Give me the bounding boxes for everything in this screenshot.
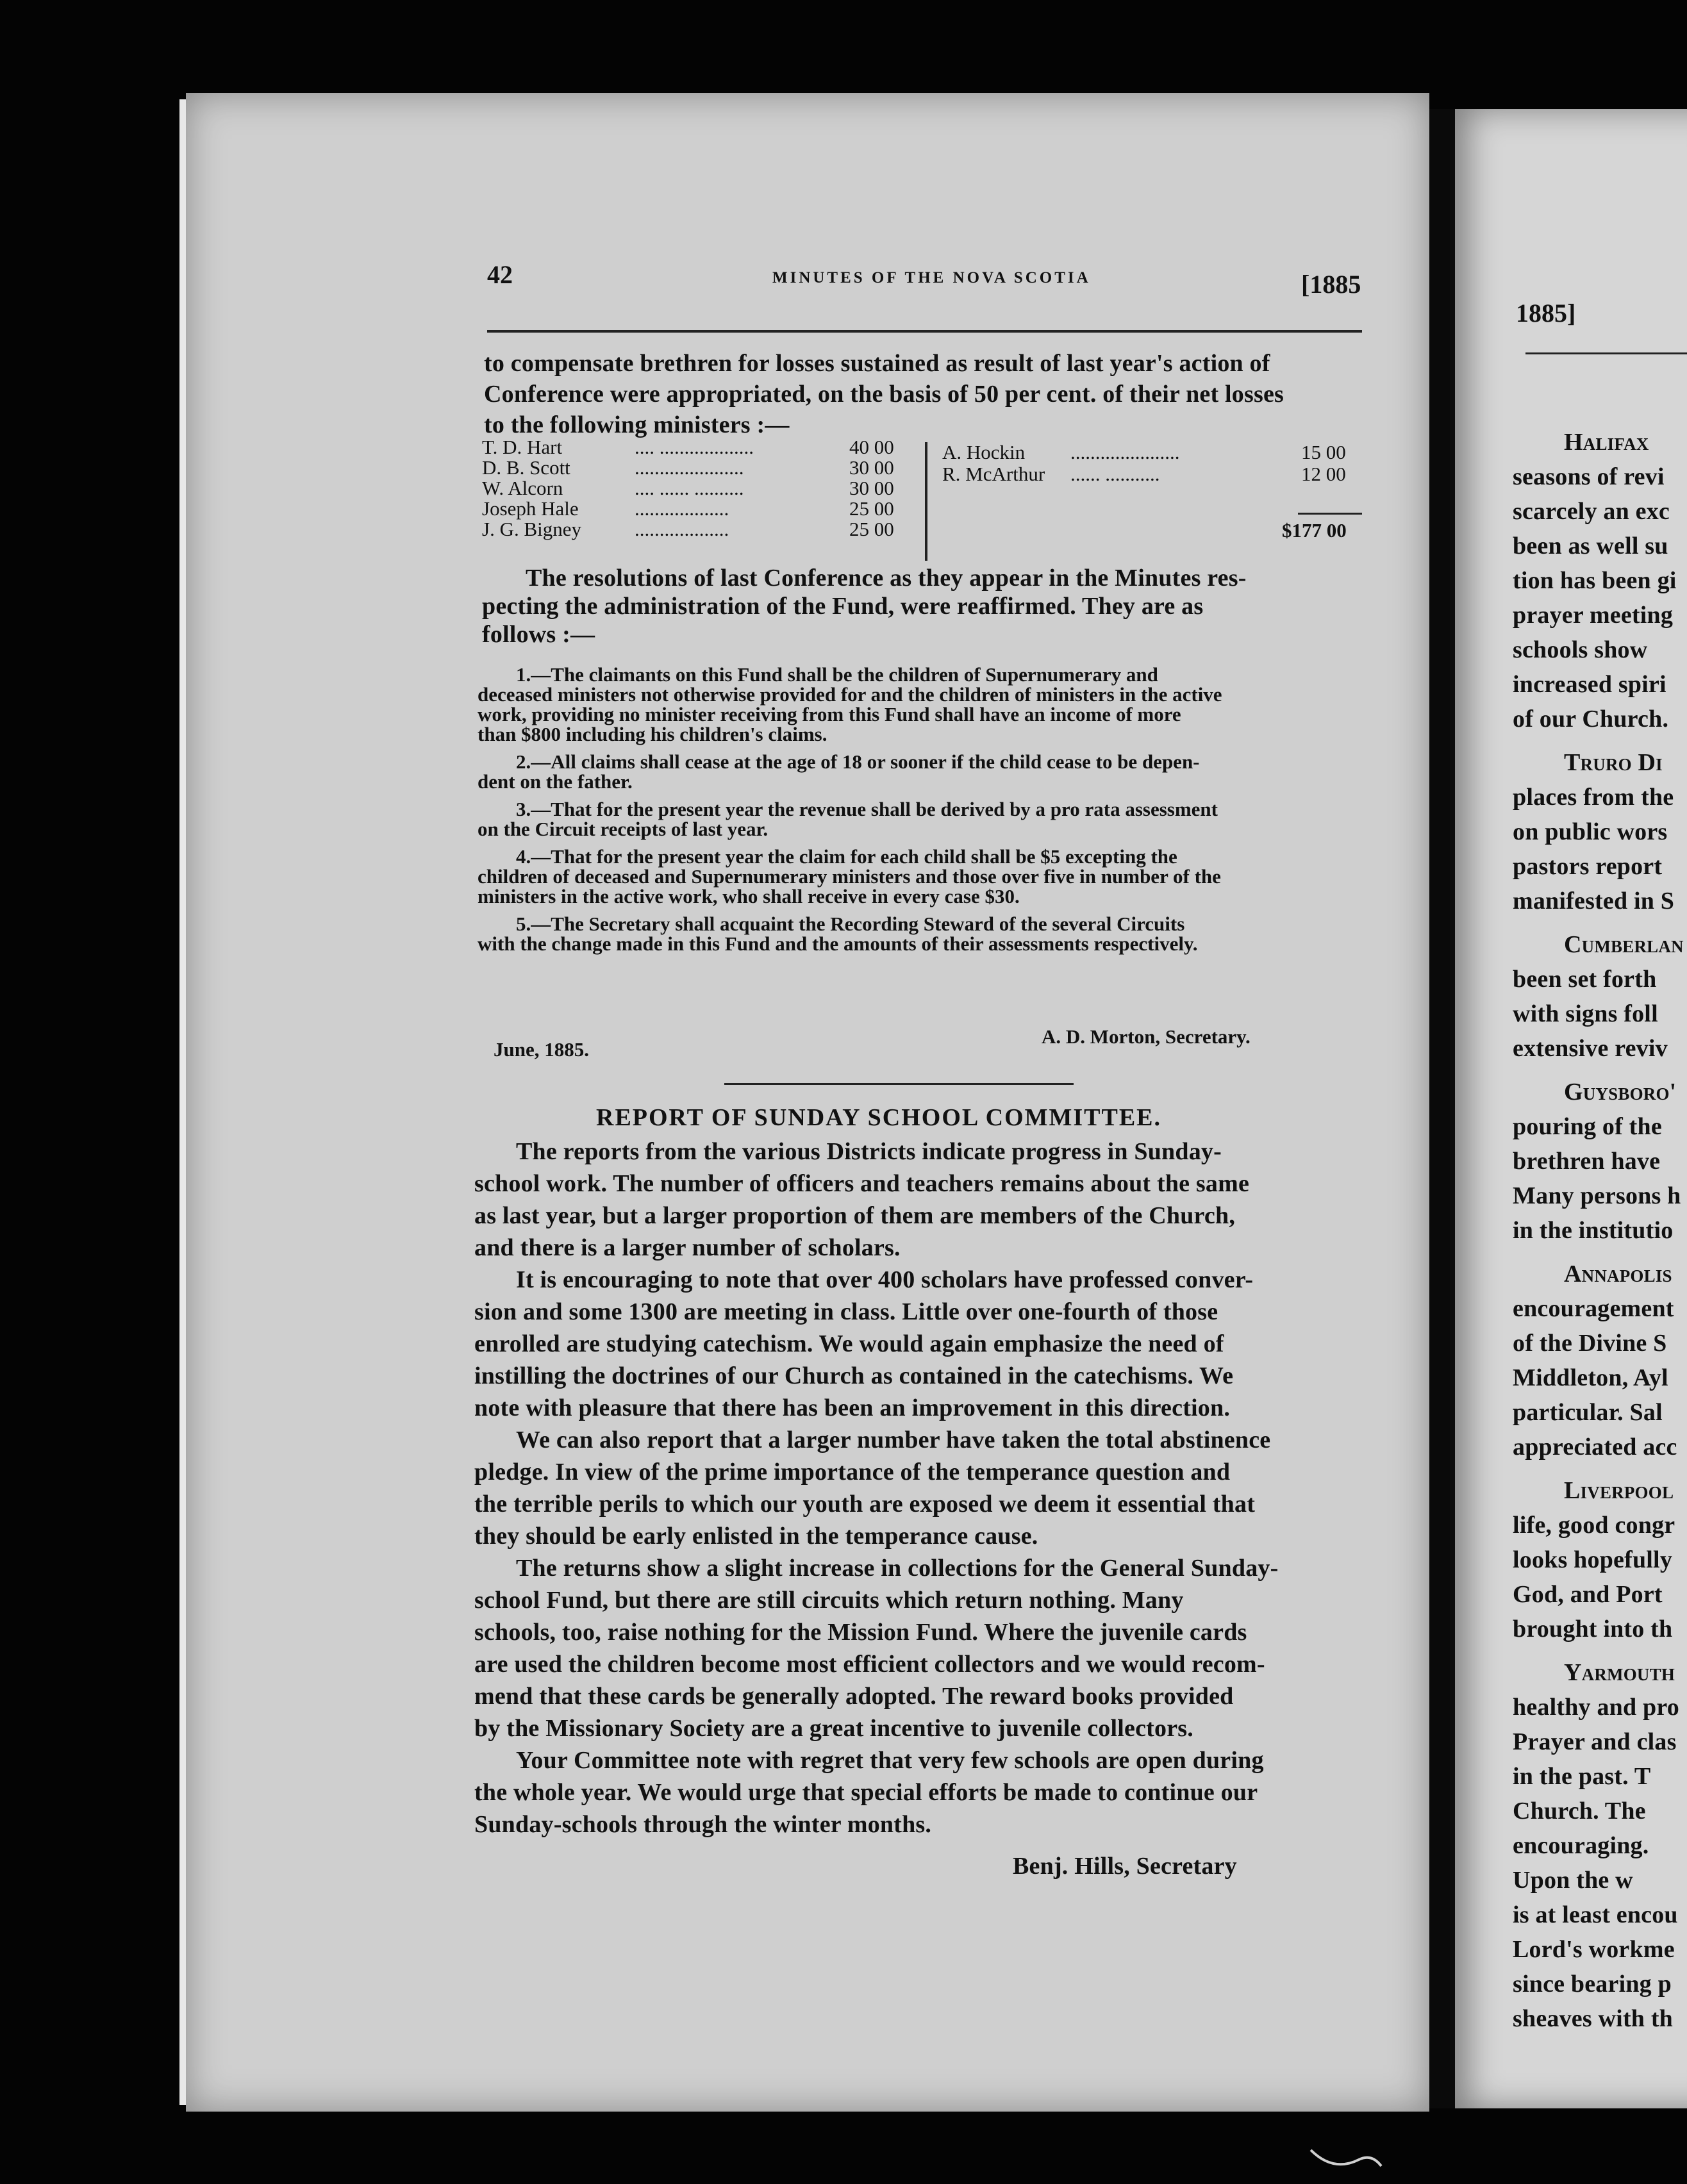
right-page-line: brethren have [1513,1148,1661,1175]
minister-leader: .... ................... [635,436,754,458]
right-page-line: in the past. T [1513,1763,1651,1790]
minister-amount: 25 00 [849,497,894,520]
right-page-line: Middleton, Ayl [1513,1364,1668,1391]
right-page-line: encouragement [1513,1295,1674,1322]
district-heading: Annapolis [1564,1261,1672,1287]
district-heading: Halifax [1564,429,1649,456]
report-heading: REPORT OF SUNDAY SCHOOL COMMITTEE. [596,1104,1162,1131]
right-page-line: Prayer and clas [1513,1728,1677,1755]
minister-amount: 25 00 [849,518,894,540]
resolutions-intro-line: The resolutions of last Conference as they appear in the Minutes res- [526,565,1247,592]
section-separator [724,1083,1074,1085]
report-line: are used the children become most efficient collectors and we would recom- [474,1651,1265,1678]
right-page-line: pastors report [1513,853,1663,880]
minister-amount: 40 00 [849,436,894,458]
report-line: they should be early enlisted in the temperance cause. [474,1523,1038,1550]
minister-name: T. D. Hart [482,436,563,458]
resolutions-intro-line: pecting the administration of the Fund, were reaffirmed. They are as [482,593,1204,620]
minister-name: A. Hockin [942,441,1026,463]
right-page-line: Upon the w [1513,1867,1633,1894]
right-page-line: with signs foll [1513,1000,1658,1027]
district-heading: Truro Di [1564,749,1663,776]
minister-leader: ................... [635,518,729,540]
right-page-line: tion has been gi [1513,567,1677,594]
report-line: as last year, but a larger proportion of them are members of the Church, [474,1202,1236,1229]
resolution-line: 2.—All claims shall cease at the age of 18 or sooner if the child cease to be depen- [516,750,1200,773]
right-page-line: on public wors [1513,818,1668,845]
minister-name: J. G. Bigney [482,518,581,540]
right-page-line: appreciated acc [1513,1434,1677,1460]
page-number: 42 [487,260,513,289]
right-page-line: increased spiri [1513,671,1666,698]
right-page-line: pouring of the [1513,1113,1662,1140]
report-line: We can also report that a larger number have taken the total abstinence [516,1427,1271,1453]
header-year: [1885 [1301,270,1361,299]
right-page-line: been as well su [1513,533,1668,559]
report-line: note with pleasure that there has been an improvement in this direction. [474,1394,1231,1421]
report-line: the whole year. We would urge that special efforts be made to continue our [474,1779,1258,1806]
right-page-line: seasons of revi [1513,463,1665,490]
header-rule [487,330,1362,333]
resolution-line: 4.—That for the present year the claim for each child shall be $5 excepting the [516,845,1177,868]
right-page-line: looks hopefully [1513,1546,1673,1573]
right-page-line: brought into th [1513,1616,1673,1642]
resolution-line: dent on the father. [478,770,633,793]
report-line: It is encouraging to note that over 400 scholars have professed conver- [516,1266,1254,1293]
scan-artifact-mark [1308,2144,1384,2176]
district-heading: Cumberlan [1564,931,1684,958]
right-page-line: is at least encou [1513,1901,1678,1928]
minister-name: D. B. Scott [482,456,570,479]
right-page-line: extensive reviv [1513,1035,1668,1062]
right-page-line: sheaves with th [1513,2005,1674,2032]
right-page-line: Lord's workme [1513,1936,1675,1963]
right-page-line: scarcely an exc [1513,498,1670,525]
report-line: The reports from the various Districts indicate progress in Sunday- [516,1138,1222,1165]
report-line: schools, too, raise nothing for the Mission Fund. Where the juvenile cards [474,1619,1247,1646]
right-header-year: 1885] [1516,299,1576,327]
right-page-line: since bearing p [1513,1971,1672,1998]
right-header-rule [1525,352,1687,354]
resolution-line: children of deceased and Supernumerary ministers and those over five in number of the [478,865,1221,888]
right-page-line: life, good congr [1513,1512,1675,1539]
total-rule [1298,513,1362,515]
book-gutter [1429,109,1455,2108]
report-line: The returns show a slight increase in collections for the General Sunday- [516,1555,1279,1582]
right-page-line: Church. The [1513,1798,1646,1824]
district-heading: Yarmouth [1564,1659,1675,1686]
minister-amount: 30 00 [849,456,894,479]
resolution-line: work, providing no minister receiving from this Fund shall have an income of more [478,703,1181,725]
right-page-line: manifested in S [1513,888,1675,914]
resolutions-intro-line: follows :— [482,621,595,648]
right-page-line: been set forth [1513,966,1657,993]
resolution-line: ministers in the active work, who shall receive in every case $30. [478,885,1020,907]
report-line: sion and some 1300 are meeting in class. Little over one-fourth of those [474,1298,1218,1325]
minister-leader: ................... [635,497,729,520]
resolution-line: deceased ministers not otherwise provided for and the children of ministers in the active [478,683,1222,706]
running-title: MINUTES OF THE NOVA SCOTIA [772,269,1091,286]
report-line: the terrible perils to which our youth are exposed we deem it essential that [474,1491,1256,1518]
minister-amount: 30 00 [849,477,894,499]
report-line: instilling the doctrines of our Church as contained in the catechisms. We [474,1362,1234,1389]
right-page-line: in the institutio [1513,1217,1674,1244]
right-page-line: encouraging. [1513,1832,1649,1859]
minister-amount: 12 00 [1301,463,1346,485]
resolution-line: than $800 including his children's claims. [478,723,827,745]
minister-leader: .... ...... .......... [635,477,744,499]
resolution-line: 5.—The Secretary shall acquaint the Recording Steward of the several Circuits [516,913,1185,935]
report-line: by the Missionary Society are a great incentive to juvenile collectors. [474,1715,1193,1742]
table-divider [925,442,927,561]
resolution-line: 1.—The claimants on this Fund shall be the children of Supernumerary and [516,663,1158,686]
report-line: mend that these cards be generally adopted. The reward books provided [474,1683,1234,1710]
report-line: pledge. In view of the prime importance of the temperance question and [474,1459,1231,1485]
right-page-line: particular. Sal [1513,1399,1663,1426]
minister-name: W. Alcorn [482,477,563,499]
report-line: and there is a larger number of scholars. [474,1234,901,1261]
report-date: June, 1885. [494,1038,589,1061]
minister-leader: ...................... [635,456,744,479]
right-page-line: of the Divine S [1513,1330,1667,1357]
district-heading: Liverpool [1564,1477,1674,1504]
report-line: Your Committee note with regret that very few schools are open during [516,1747,1264,1774]
right-page-line: Many persons h [1513,1182,1681,1209]
right-page-line: God, and Port [1513,1581,1663,1608]
minister-leader: ...... ........... [1070,463,1160,485]
minister-leader: ...................... [1070,441,1180,463]
right-page-line: healthy and pro [1513,1694,1679,1721]
minister-name: Joseph Hale [482,497,579,520]
resolution-line: 3.—That for the present year the revenue shall be derived by a pro rata assessment [516,798,1218,820]
right-page-line: of our Church. [1513,706,1669,732]
intro-line: to the following ministers :— [484,411,790,438]
report-line: enrolled are studying catechism. We would again emphasize the need of [474,1330,1224,1357]
minister-name: R. McArthur [942,463,1045,485]
right-page-line: prayer meeting [1513,602,1674,629]
resolution-line: on the Circuit receipts of last year. [478,818,769,840]
resolution-line: with the change made in this Fund and the amounts of their assessments respectively. [478,932,1198,955]
district-heading: Guysboro' [1564,1079,1677,1105]
secretary-signature: A. D. Morton, Secretary. [1042,1025,1251,1048]
report-line: Sunday-schools through the winter months. [474,1811,932,1838]
right-page-line: places from the [1513,784,1674,811]
intro-line: to compensate brethren for losses sustained as result of last year's action of [484,350,1270,377]
report-line: school Fund, but there are still circuits which return nothing. Many [474,1587,1184,1614]
report-line: school work. The number of officers and teachers remains about the same [474,1170,1250,1197]
committee-signature: Benj. Hills, Secretary [1013,1853,1237,1880]
fund-total: $177 00 [1282,519,1347,542]
intro-line: Conference were appropriated, on the basis of 50 per cent. of their net losses [484,381,1284,408]
right-page-line: schools show [1513,636,1648,663]
minister-amount: 15 00 [1301,441,1346,463]
